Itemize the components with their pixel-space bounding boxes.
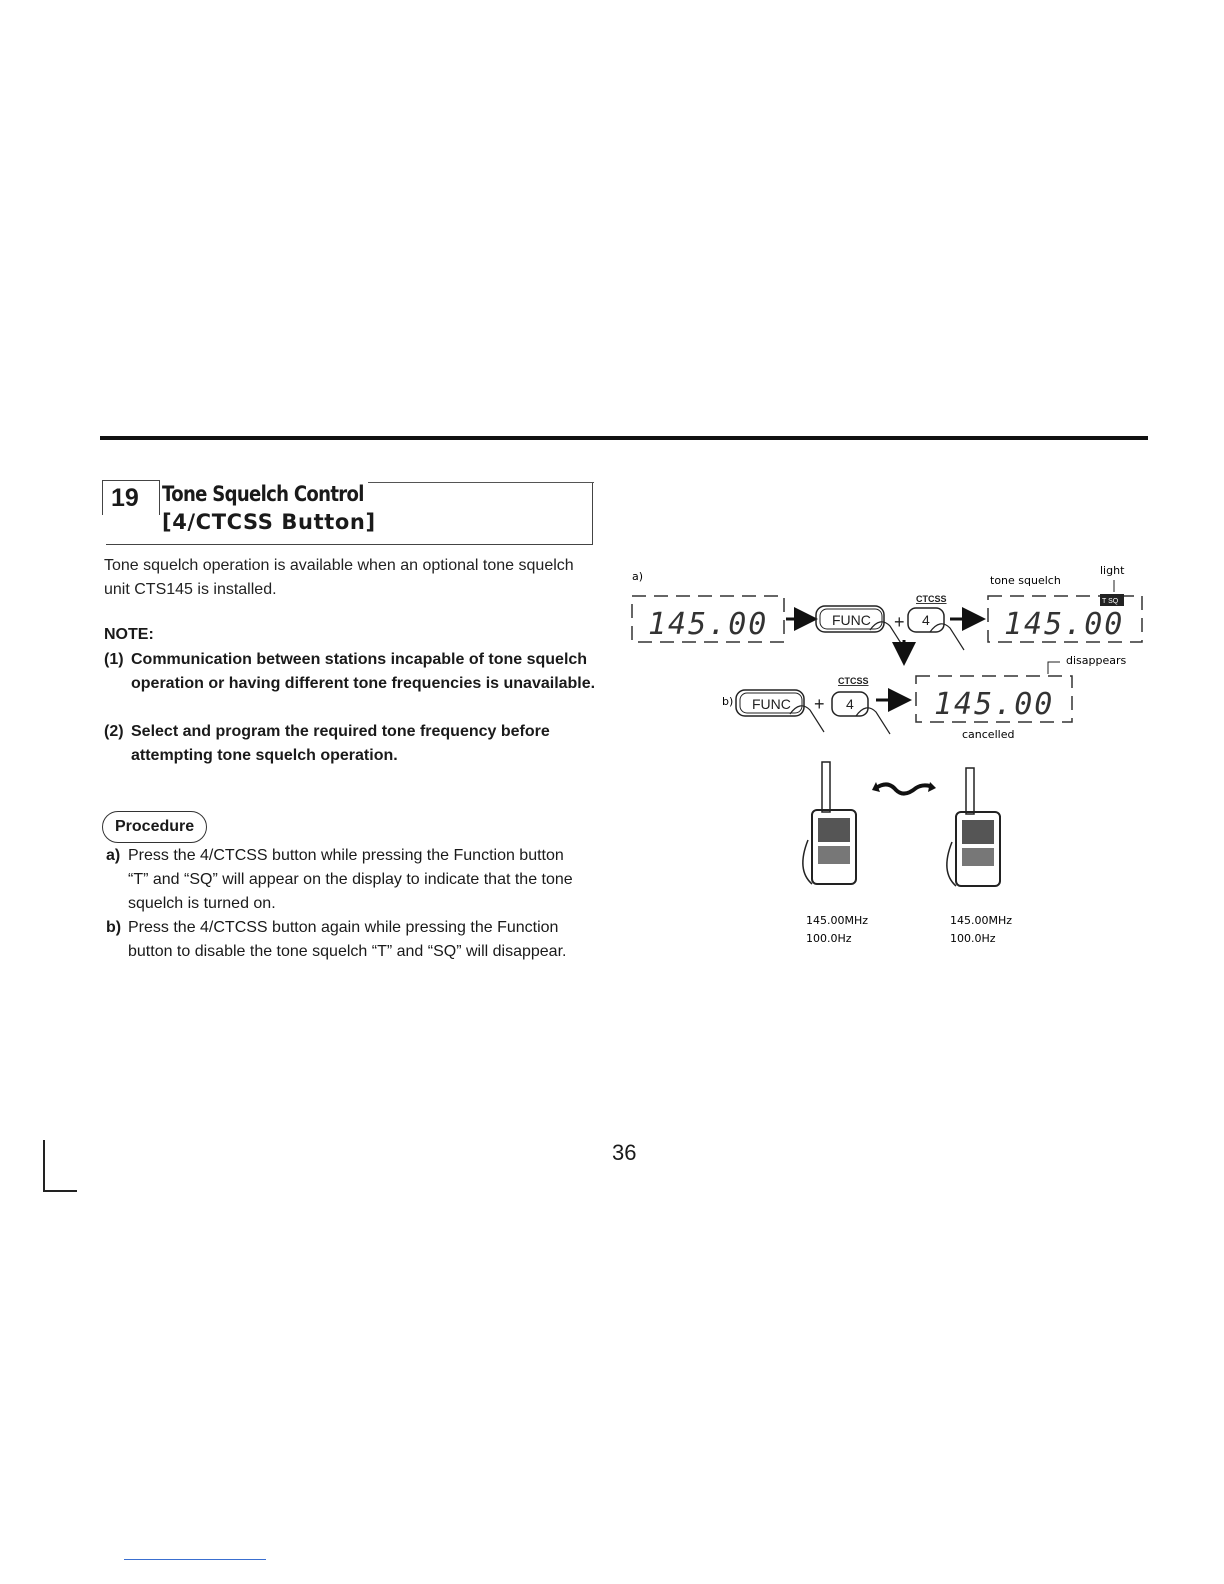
disappears-label: disappears (1066, 654, 1127, 667)
diagram-label-b: b) (722, 695, 734, 708)
ctcss-label-b: CTCSS (838, 676, 869, 686)
radio-left-tone: 100.0Hz (806, 932, 852, 945)
note-heading: NOTE: (104, 626, 154, 643)
note-item (104, 648, 614, 696)
cancelled-label: cancelled (962, 728, 1015, 741)
crop-mark (43, 1140, 45, 1192)
note-item (104, 720, 614, 768)
lcd-value: 145.00 (1004, 607, 1125, 642)
svg-text:FUNC: FUNC (752, 696, 791, 712)
signal-exchange-icon (872, 782, 936, 794)
procedure-badge: Procedure (102, 811, 207, 843)
radio-right-freq: 145.00MHz (950, 914, 1013, 927)
lcd-display-tone-on (988, 594, 1142, 642)
svg-text:+: + (814, 694, 825, 714)
key-4-button-b (832, 692, 890, 734)
radio-left-icon (803, 762, 856, 884)
radio-right-icon (947, 768, 1000, 886)
section-number-box (102, 480, 160, 515)
note-item-label: (1) (104, 651, 124, 668)
func-button-a (816, 606, 904, 648)
crop-mark (43, 1190, 77, 1192)
key-4-button-a (908, 608, 964, 650)
step-label: b) (106, 919, 122, 936)
diagram-label-a: a) (632, 570, 644, 583)
intro-paragraph: Tone squelch operation is available when an optional tone squelch unit CTS145 is installed. (104, 557, 574, 598)
note-item-label: (2) (104, 723, 124, 740)
procedure-step (106, 844, 586, 916)
step-text: Press the 4/CTCSS button again while pressing the Function button to disable the tone squelch “T” and “SQ” will disappear. (128, 919, 567, 960)
section-title-box (106, 482, 594, 546)
title-frame-topline (368, 482, 594, 483)
tone-squelch-label: tone squelch (990, 574, 1061, 587)
svg-text:T SQ: T SQ (1102, 598, 1119, 605)
procedure-step (106, 916, 586, 964)
svg-text:+: + (894, 612, 905, 632)
light-label: light (1100, 564, 1125, 577)
lcd-display-initial (632, 596, 784, 642)
func-label: FUNC (832, 612, 871, 628)
step-label: a) (106, 847, 121, 864)
ctcss-label-a: CTCSS (916, 594, 947, 604)
svg-text:4: 4 (846, 696, 854, 712)
step-text: Press the 4/CTCSS button while pressing the Function button “T” and “SQ” will appear on the display to indicate that the tone squelch is turned on. (128, 847, 573, 912)
finger-icon (856, 708, 890, 734)
note-item-text: Select and program the required tone frequency before attempting tone squelch operation. (131, 723, 550, 764)
finger-icon (930, 624, 964, 650)
radio-right-tone: 100.0Hz (950, 932, 996, 945)
radio-left-freq: 145.00MHz (806, 914, 869, 927)
svg-text:4: 4 (922, 612, 930, 628)
lcd-value: 145.00 (934, 687, 1055, 722)
section-number: 19 (111, 484, 139, 512)
bottom-underline (124, 1559, 266, 1560)
section-title-line1: Tone Squelch Control (162, 482, 364, 506)
func-button-b (736, 690, 824, 732)
page-number: 36 (612, 1140, 637, 1165)
section-title-line2: [4/CTCSS Button] (162, 510, 376, 534)
top-rule (100, 436, 1148, 440)
lcd-value: 145.00 (648, 607, 769, 642)
procedure-diagram (620, 555, 1160, 955)
note-item-text: Communication between stations incapable of tone squelch operation or having different tone frequencies is unavailable. (131, 651, 596, 692)
lcd-display-tone-off (916, 676, 1072, 722)
